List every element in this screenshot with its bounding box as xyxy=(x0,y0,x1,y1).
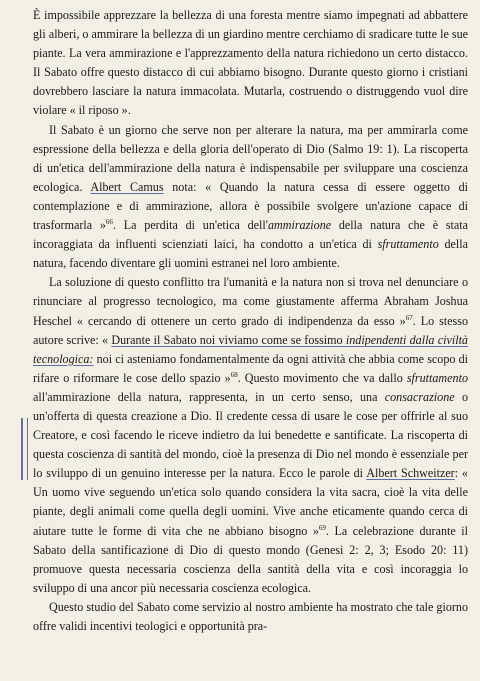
text-run: . Lo stesso autore scrive: « xyxy=(33,313,468,347)
text-run: all'ammirazione della natura, rappresenta, in un certo senso, una xyxy=(33,389,385,404)
footnote-ref: 69 xyxy=(318,523,326,532)
italic-text: ammirazione xyxy=(267,218,332,233)
paragraph xyxy=(33,273,468,598)
text-run: noi ci asteniamo fondamentalmente da ogni attività che abbia come scopo di rifare o riformare le cose dello spazio » xyxy=(33,351,468,385)
underlined-text: Albert Camus xyxy=(90,179,164,194)
text-run: È impossibile apprezzare la bellezza di una foresta mentre siamo impegnati ad abbattere gli alberi, o ammirare la bellezza di un giardino mentre cerchiamo di sradicare tutte le sue piante. La vera ammirazione e l'apprezzamento della natura richiedono un certo distacco. Il Sabato offre questo distacco di cui abbiamo bisogno. Durante questo giorno i cristiani dovrebbero lasciare la natura immacolata. Mutarla, costruendo o distruggendo vuol dire violare « il riposo ». xyxy=(33,8,468,118)
text-run: Il Sabato è un giorno che serve non per alterare la natura, ma per ammirarla come espressione della bellezza e della gloria dell'operato di Dio (Salmo 19: 1). La riscoperta di un'etica dell'ammirazione della natura è indispensabile per sviluppare una coscienza ecologica. xyxy=(33,122,468,194)
italic-text: consacrazione xyxy=(384,389,455,404)
text-run: La soluzione di questo conflitto tra l'umanità e la natura non si trova nel denunciare o rinunciare al progresso tecnologico, ma come giustamente afferma Abraham Joshua Heschel « cercando di ottenere un certo grado di indipendenza da esso » xyxy=(33,275,468,328)
text-run: della natura che è stata incoraggiata da influenti scienziati laici, ha condotto a un'etica di xyxy=(33,218,468,252)
margin-pen-mark xyxy=(21,418,28,480)
paragraph xyxy=(33,121,468,274)
italic-text: sfruttamento xyxy=(377,237,439,252)
paragraph xyxy=(33,6,468,121)
italic-text: sfruttamento xyxy=(406,370,468,385)
text-run: . La perdita di un'etica dell' xyxy=(112,218,268,233)
text-run: della natura, facendo diventare gli uomini estranei nel loro ambiente. xyxy=(33,237,468,271)
underlined-text: Albert Schweitzer xyxy=(366,466,455,481)
text-run: o un'offerta di questa creazione a Dio. Il credente cessa di usare le cose per offrirle al suo Creatore, e così facendo le riceve indietro da lui benedette e santificate. La riscoperta di questa coscienza di santità del mondo, cioè la presenza di Dio nel mondo è essenziale per lo sviluppo di un genuino interesse per la natura. Ecco le parole di xyxy=(33,389,468,481)
footnote-ref: 68 xyxy=(230,370,238,379)
footnote-ref: 67 xyxy=(405,313,413,322)
text-run: . Questo movimento che va dallo xyxy=(237,370,407,385)
underlined-text: Durante il Sabato noi viviamo come se fossimo xyxy=(111,332,346,347)
text-run: nota: « Quando la natura cessa di essere oggetto di contemplazione e di ammirazione, allora è possibile svolgere un'azione capace di trasformarla » xyxy=(33,179,468,233)
footnote-ref: 66 xyxy=(105,218,113,227)
underlined-text: indipendenti dalla civiltà tecnologica: xyxy=(33,332,468,366)
text-run: . La celebrazione durante il Sabato della santificazione di Dio di questo mondo (Genesi 2: 2, 3; Esodo 20: 11) promuove questa necessaria coscienza della santità della vita e così incoraggia lo sviluppo di una ancor più necessaria coscienza ecologica. xyxy=(33,523,468,595)
text-run: Questo studio del Sabato come servizio al nostro ambiente ha mostrato che tale giorno offre validi incentivi teologici e opportunità pra- xyxy=(33,599,468,633)
text-run: : « Un uomo vive seguendo un'etica solo quando considera la vita sacra, cioè la vita delle piante, degli animali come quella degli uomini. Vive anche eticamente quando cerca di aiutare tutte le forme di vita che ne abbiano bisogno » xyxy=(33,466,468,538)
paragraph xyxy=(33,598,468,636)
